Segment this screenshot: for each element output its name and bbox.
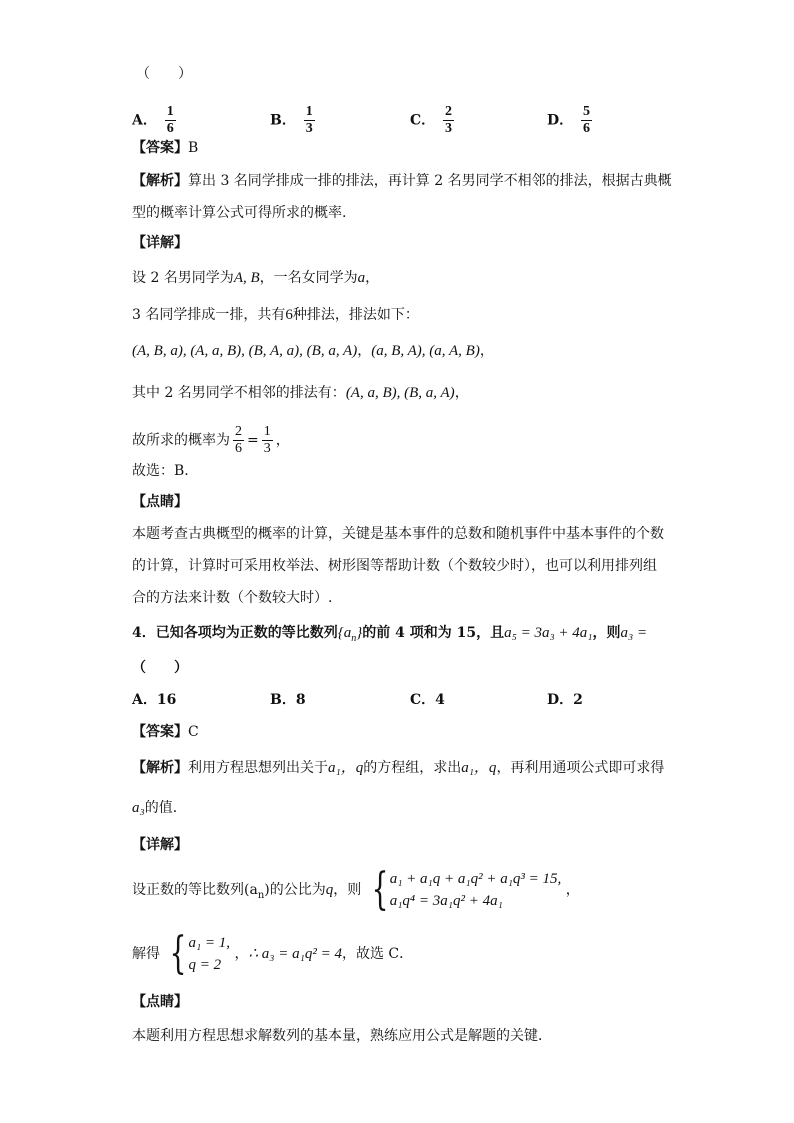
q4-analysis-line-1: 【解析】利用方程思想列出关于a₁，q的方程组，求出a₁，q，再利用通项公式即可求得 [132, 760, 665, 776]
q4-answer: 【答案】C [132, 724, 199, 740]
option-label: D． [547, 112, 574, 129]
q3-paren: （ ） [136, 66, 192, 82]
q4-option-a[interactable]: A．16 [132, 692, 177, 708]
option-label: C． [410, 112, 436, 129]
option-fraction: $\frac{2}{3}$ [445, 104, 453, 136]
q3-detail-line-2: 3 名同学排成一排，共有6种排法，排法如下： [132, 307, 419, 323]
q4-detail-line-2: 解得 { a₁ = 1, q = 2 ，∴ a₃ = a₁q² = 4，故选 C． [132, 928, 414, 979]
q3-analysis-line-1 [132, 171, 672, 191]
q3-detail-tag: 【详解】 [132, 235, 188, 251]
q3-analysis-line-2: 型的概率计算公式可得所求的概率. [132, 205, 347, 221]
q4-analysis-line-2: a₃的值． [132, 800, 187, 816]
q3-option-b[interactable] [270, 104, 318, 137]
analysis-text: 算出 3 名同学排成一排的排法，再计算 2 名男同学不相邻的排法，根据古典概 [188, 173, 672, 189]
q3-detail-line-4: 其中 2 名男同学不相邻的排法有：(A, a, B), (B, a, A)， [132, 385, 469, 401]
q4-option-b[interactable]: B．8 [270, 692, 306, 708]
q4-paren: （ ） [132, 660, 188, 676]
q3-comment-tag: 【点睛】 [132, 494, 188, 510]
q4-option-d[interactable]: D．2 [547, 692, 583, 708]
q3-comment-line-2: 的计算，计算时可采用枚举法、树形图等帮助计数（个数较少时），也可以利用排列组 [132, 558, 657, 574]
q4-comment-line-1: 本题利用方程思想求解数列的基本量，熟练应用公式是解题的关键． [132, 1028, 552, 1044]
q3-comment-line-3: 合的方法来计数（个数较大时）. [132, 590, 333, 606]
answer-tag: 【答案】 [132, 140, 188, 156]
q4-detail-line-1: 设正数的等比数列$(a_n)$的公比为q，则 { a₁ + a₁q + a₁q² + a₁q³ = 15, a₁q⁴ = 3a₁q² + 4a₁ ， [132, 864, 580, 915]
q4-stem: 4．已知各项均为正数的等比数列$\{a_n\}$的前 4 项和为 15，且a₅ = 3a₃ + 4a₁，则a₃ = [132, 625, 648, 644]
q3-detail-line-5: 故所求的概率为 $\frac{2}{6}$ = $\frac{1}{3}$ ， [132, 424, 290, 456]
q4-comment-tag: 【点睛】 [132, 994, 188, 1010]
q3-option-c[interactable] [410, 104, 457, 137]
option-fraction: $\frac{1}{3}$ [305, 104, 313, 136]
option-fraction: $\frac{1}{6}$ [166, 104, 174, 136]
q3-answer [132, 138, 198, 158]
q3-detail-line-3: (A, B, a), (A, a, B), (B, A, a), (B, a, A)，(a, B, A), (a, A, B)， [132, 343, 494, 359]
analysis-tag: 【解析】 [132, 173, 188, 189]
option-label: A． [132, 112, 157, 129]
q3-detail-line-6: 故选：B. [132, 463, 189, 479]
q4-detail-tag: 【详解】 [132, 837, 188, 853]
option-fraction: $\frac{5}{6}$ [583, 104, 591, 136]
q3-option-a[interactable] [132, 104, 179, 137]
q4-option-c[interactable]: C．4 [410, 692, 445, 708]
answer-value: B [188, 140, 199, 156]
solution-system: { a₁ = 1, q = 2 [170, 928, 231, 979]
q3-comment-line-1: 本题考查古典概型的概率的计算，关键是基本事件的总数和随机事件中基本事件的个数 [132, 526, 664, 542]
option-label: B． [270, 112, 296, 129]
equation-system: { a₁ + a₁q + a₁q² + a₁q³ = 15, a₁q⁴ = 3a₁q² + 4a₁ [371, 864, 562, 915]
q3-option-d[interactable] [547, 104, 595, 137]
q3-detail-line-1: 设 2 名男同学为A, B，一名女同学为a， [132, 270, 380, 286]
